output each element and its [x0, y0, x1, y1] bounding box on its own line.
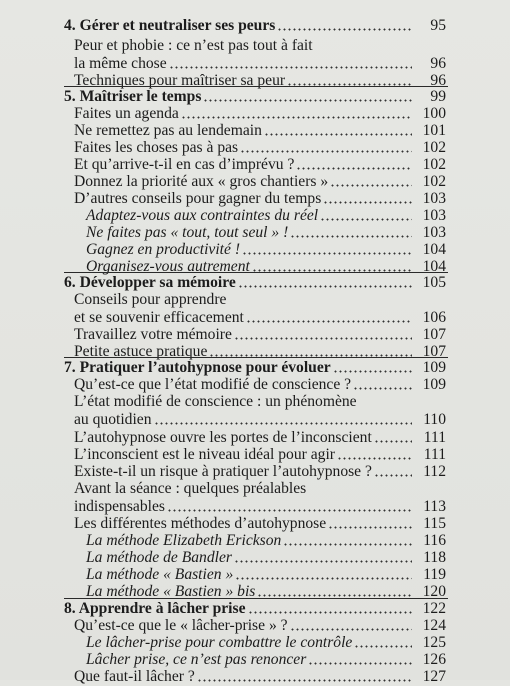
toc-entry-title: La méthode de Bandler [86, 549, 232, 566]
dot-leader [323, 201, 412, 204]
dot-leader [169, 66, 412, 69]
toc-entry-title: La méthode « Bastien » [86, 566, 234, 583]
dot-leader [354, 645, 412, 648]
page-number: 127 [422, 668, 446, 685]
toc-entry-line [64, 392, 446, 411]
toc-entry-title: Donnez la priorité aux « gros chantiers » [74, 173, 329, 190]
toc-entry [64, 410, 446, 429]
dot-leader [353, 387, 412, 390]
page-number: 103 [422, 190, 446, 207]
dot-leader [320, 218, 412, 221]
page-number: 113 [423, 498, 446, 515]
dot-leader [235, 577, 412, 580]
toc-entry-title: La méthode « Bastien » bis [86, 583, 256, 600]
page-number: 111 [423, 429, 446, 446]
toc-entry-title: Techniques pour maîtriser sa peur [74, 72, 286, 89]
toc-entry-title: Conseils pour apprendre [74, 291, 227, 308]
dot-leader [374, 440, 412, 443]
toc-entry-title-continued: au quotidien [74, 411, 152, 428]
toc-entry-title: 4. Gérer et neutraliser ses peurs [64, 17, 276, 34]
page-number: 96 [430, 72, 446, 89]
page-number: 110 [423, 411, 446, 428]
toc-entry-title: Lâcher prise, ce n’est pas renoncer [86, 651, 307, 668]
toc-entry-title: 7. Pratiquer l’autohypnose pour évoluer [64, 359, 331, 376]
page-number: 101 [422, 122, 446, 139]
page-number: 102 [422, 139, 446, 156]
page-number: 102 [422, 173, 446, 190]
toc-entry-line [64, 479, 446, 498]
toc-entry-title: Faites les choses pas à pas [74, 139, 239, 156]
dot-leader [238, 285, 412, 288]
page-number: 95 [430, 17, 446, 34]
page-number: 119 [423, 566, 446, 583]
page-number: 107 [422, 326, 446, 343]
toc-entry-title: 6. Développer sa mémoire [64, 274, 236, 291]
page-number: 124 [422, 617, 446, 634]
page-number: 107 [422, 343, 446, 360]
page-number: 126 [422, 651, 446, 668]
toc-entry-title: Qu’est-ce que l’état modifié de conscience ? [74, 376, 352, 393]
page-number: 120 [422, 583, 446, 600]
toc-entry-title: L’état modifié de conscience : un phénomène [74, 393, 357, 410]
dot-leader [330, 184, 412, 187]
toc-entry-title: Les différentes méthodes d’autohypnose [74, 515, 327, 532]
dot-leader [154, 422, 412, 425]
page-number: 103 [422, 224, 446, 241]
toc-entry-title: Ne faites pas « tout, tout seul » ! [86, 224, 289, 241]
toc-chapter-heading [64, 16, 446, 35]
dot-leader [257, 594, 412, 597]
toc-entry-title: L’inconscient est le niveau idéal pour agir [74, 446, 335, 463]
toc-entry-title: Ne remettez pas au lendemain [74, 122, 262, 139]
page-number: 103 [422, 207, 446, 224]
page-number: 99 [430, 88, 446, 105]
dot-leader [234, 560, 412, 563]
dot-leader [167, 509, 412, 512]
dot-leader [374, 474, 412, 477]
toc-entry-title: Faites un agenda [74, 105, 179, 122]
page-number: 122 [422, 600, 446, 617]
page-number: 111 [423, 446, 446, 463]
page-number: 100 [422, 105, 446, 122]
toc-entry-title: D’autres conseils pour gagner du temps [74, 190, 322, 207]
toc-entry-title: Petite astuce pratique [74, 343, 208, 360]
toc-entry-title: La méthode Elizabeth Erickson [86, 532, 282, 549]
toc-entry-title: 5. Maîtriser le temps [64, 88, 202, 105]
dot-leader [290, 235, 412, 238]
toc-entry-title: Le lâcher-prise pour combattre le contrôle [86, 634, 353, 651]
dot-leader [277, 28, 412, 31]
page-number: 96 [430, 55, 446, 72]
dot-leader [264, 133, 412, 136]
dot-leader [333, 370, 412, 373]
toc-entry-title: Gagnez en productivité ! [86, 241, 241, 258]
page-number: 102 [422, 156, 446, 173]
page-number: 106 [422, 309, 446, 326]
page-number: 118 [423, 549, 446, 566]
page-number: 125 [422, 634, 446, 651]
toc-entry-title: 8. Apprendre à lâcher prise [64, 600, 246, 617]
page-number: 104 [422, 241, 446, 258]
toc-entry-title: Avant la séance : quelques préalables [74, 480, 307, 497]
toc-entry-line [64, 36, 446, 55]
page-number: 112 [423, 463, 446, 480]
toc-entry-line [64, 290, 446, 309]
dot-leader [242, 252, 412, 255]
page-number: 105 [422, 274, 446, 291]
dot-leader [234, 337, 412, 340]
toc-entry-title: Peur et phobie : ce n’est pas tout à fait [74, 37, 313, 54]
toc-entry-title: Qu’est-ce que le « lâcher-prise » ? [74, 617, 288, 634]
toc-entry-title: Travaillez votre mémoire [74, 326, 232, 343]
toc-entry-title: Et qu’arrive-t-il en cas d’imprévu ? [74, 156, 295, 173]
dot-leader [203, 99, 412, 102]
page-number: 115 [423, 515, 446, 532]
page-number: 109 [422, 376, 446, 393]
toc-entry-title-continued: indispensables [74, 498, 165, 515]
toc-entry-title: Que faut-il lâcher ? [74, 668, 195, 685]
toc-entry-title: Organisez-vous autrement [86, 258, 250, 275]
dot-leader [296, 167, 412, 170]
toc-entry-title: Adaptez-vous aux contraintes du réel [86, 207, 319, 224]
dot-leader [283, 543, 412, 546]
dot-leader [248, 611, 413, 614]
page-number: 104 [422, 258, 446, 275]
dot-leader [197, 679, 412, 682]
page-number: 116 [423, 532, 446, 549]
dot-leader [240, 150, 412, 153]
toc-entry-title-continued: et se souvenir efficacement [74, 309, 244, 326]
page-number: 109 [422, 359, 446, 376]
toc-entry-title: Existe-t-il un risque à pratiquer l’autohypnose ? [74, 463, 372, 480]
dot-leader [308, 662, 412, 665]
toc-entry-title: L’autohypnose ouvre les portes de l’inconscient [74, 429, 372, 446]
dot-leader [181, 116, 412, 119]
dot-leader [290, 628, 412, 631]
toc-entry-title-continued: la même chose [74, 55, 167, 72]
dot-leader [328, 526, 412, 529]
toc-entry [64, 667, 446, 686]
dot-leader [337, 457, 412, 460]
dot-leader [246, 320, 412, 323]
